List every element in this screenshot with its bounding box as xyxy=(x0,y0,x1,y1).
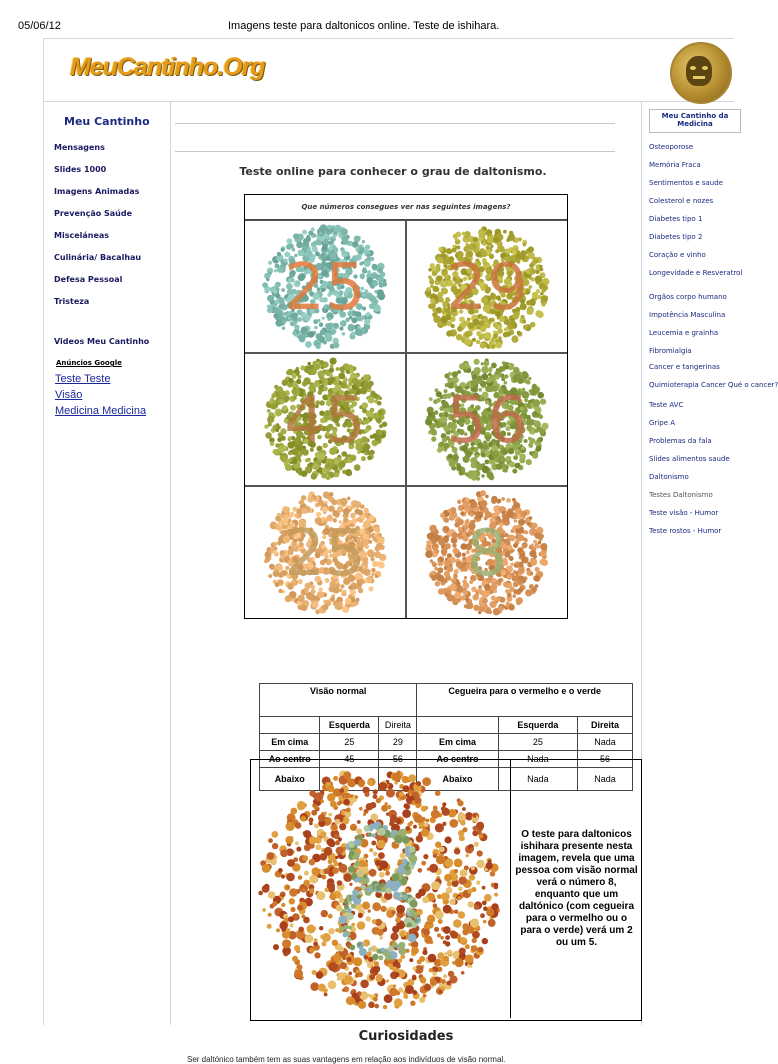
right-nav-item[interactable]: Osteoporose xyxy=(649,143,694,151)
right-nav-title: Meu Cantinho da Medicina xyxy=(649,109,741,133)
nav-item-miscelaneas[interactable]: Misceláneas xyxy=(54,231,110,240)
right-nav-item[interactable]: Teste rostos - Humor xyxy=(649,527,722,535)
plate-number: 25 xyxy=(284,516,366,591)
table-cell: 25 xyxy=(498,734,577,751)
plate-number: 29 xyxy=(446,250,528,325)
table-cell xyxy=(260,717,320,734)
right-nav-item[interactable]: Longevidade e Resveratrol xyxy=(649,269,743,277)
right-nav-item[interactable]: Gripe A xyxy=(649,419,676,427)
ishihara-plate xyxy=(245,221,405,352)
nav-item-defesa-pessoal[interactable]: Defesa Pessoal xyxy=(54,275,123,284)
right-nav-item[interactable]: Problemas da fala xyxy=(649,437,712,445)
ishihara-plate-image xyxy=(251,760,511,1018)
right-nav-item[interactable]: Sentimentos e saude xyxy=(649,179,723,187)
right-nav-item[interactable]: Diabetes tipo 2 xyxy=(649,233,703,241)
nav-item-prevencao-saude[interactable]: Prevenção Saúde xyxy=(54,209,132,218)
right-nav-item[interactable]: Coração e vinho xyxy=(649,251,706,259)
right-nav-item[interactable]: Quimioterapia Cancer Qué o cancer? xyxy=(649,381,778,389)
table-cell: Nada xyxy=(578,768,633,791)
nav-item-tristeza[interactable]: Tristeza xyxy=(54,297,90,306)
col-left: Esquerda xyxy=(320,717,379,734)
header-normal-vision: Visão normal xyxy=(260,684,417,717)
table-cell: 29 xyxy=(379,734,417,751)
plates-grid xyxy=(245,220,567,618)
right-nav-item[interactable]: Colesterol e nozes xyxy=(649,197,714,205)
right-nav-item[interactable]: Cancer e tangerinas xyxy=(649,363,720,371)
col-right: Direita xyxy=(578,717,633,734)
ishihara-plate xyxy=(245,354,405,485)
right-nav-item[interactable]: Leucemia e grainha xyxy=(649,329,719,337)
col-right: Direita xyxy=(379,717,417,734)
curiosity-box xyxy=(250,759,642,1021)
right-nav-item[interactable]: Teste visão - Humor xyxy=(649,509,719,517)
col-left: Esquerda xyxy=(498,717,577,734)
plates-caption: Que números consegues ver nas seguintes imagens? xyxy=(245,195,567,220)
nav-item-mensagens[interactable]: Mensagens xyxy=(54,143,105,152)
divider xyxy=(175,123,615,124)
table-cell: 25 xyxy=(320,734,379,751)
right-nav-item[interactable]: Slides alimentos saude xyxy=(649,455,730,463)
nav-item-slides[interactable]: Slides 1000 xyxy=(54,165,107,174)
table-cell: Nada xyxy=(578,734,633,751)
row-label: Ao centro xyxy=(417,751,498,768)
site-logo[interactable]: MeuCantinho.Org xyxy=(70,53,265,81)
table-row xyxy=(260,734,633,751)
ishihara-plate xyxy=(407,354,567,485)
ishihara-plate xyxy=(407,487,567,618)
row-label: Abaixo xyxy=(260,768,320,791)
page-frame xyxy=(43,38,778,1064)
right-sidebar xyxy=(641,101,778,1025)
main-content xyxy=(170,101,642,1064)
table-cell: 56 xyxy=(379,751,417,768)
right-nav-item[interactable]: Orgãos corpo humano xyxy=(649,293,727,301)
page-heading: Teste online para conhecer o grau de daltonismo. xyxy=(239,165,547,178)
table-cell: 56 xyxy=(578,751,633,768)
plate-number: 45 xyxy=(284,383,366,458)
plate-number: 25 xyxy=(284,250,366,325)
site-banner xyxy=(44,39,734,102)
curiosity-text: O teste para daltonicos ishihara presente nesta imagem, revela que uma pessoa com visão normal verá o número 8, enquanto que um daltónico (com cegueira para o vermelho ou o para o verde) verá um 2 ou um 5. xyxy=(515,829,638,948)
print-header xyxy=(0,0,768,40)
left-sidebar xyxy=(44,101,170,1025)
right-nav-item[interactable]: Fibromialgia xyxy=(649,347,692,355)
right-nav-item[interactable]: Diabetes tipo 1 xyxy=(649,215,703,223)
print-date: 05/06/12 xyxy=(18,20,61,32)
right-nav-item[interactable]: Impotência Masculina xyxy=(649,311,726,319)
ads-label[interactable]: Anúncios Google xyxy=(56,359,122,367)
right-nav-item[interactable]: Daltonismo xyxy=(649,473,689,481)
plate-number: 56 xyxy=(446,383,528,458)
right-nav-item[interactable]: Testes Daltonismo xyxy=(649,491,713,499)
nav-item-videos[interactable]: Videos Meu Cantinho xyxy=(54,337,150,346)
plate-number: 8 xyxy=(466,516,508,591)
row-label: Em cima xyxy=(417,734,498,751)
row-label: Em cima xyxy=(260,734,320,751)
right-nav-item[interactable]: Memória Fraca xyxy=(649,161,701,169)
nav-item-culinaria[interactable]: Culinária/ Bacalhau xyxy=(54,253,142,262)
header-colorblind: Cegueira para o vermelho e o verde xyxy=(417,684,633,717)
ad-link-visao[interactable]: Visão xyxy=(55,389,83,401)
ishihara-plate xyxy=(245,487,405,618)
left-nav-title: Meu Cantinho xyxy=(64,115,150,128)
table-cell: 45 xyxy=(320,751,379,768)
right-nav-item[interactable]: Teste AVC xyxy=(649,401,684,409)
curiosities-paragraph: Ser daltónico também tem as suas vantagens em relação aos indivíduos de visão normal. xyxy=(187,1055,506,1064)
nav-item-imagens-animadas[interactable]: Imagens Animadas xyxy=(54,187,140,196)
row-label: Abaixo xyxy=(417,768,498,791)
medallion-logo-icon xyxy=(670,42,732,104)
table-cell: Nada xyxy=(498,751,577,768)
table-cell xyxy=(417,717,498,734)
curiosities-heading: Curiosidades xyxy=(358,1029,454,1044)
ishihara-plate xyxy=(407,221,567,352)
row-label: Ao centro xyxy=(260,751,320,768)
table-cell: Nada xyxy=(498,768,577,791)
ad-link-medicina[interactable]: Medicina Medicina xyxy=(55,405,147,417)
print-title: Imagens teste para daltonicos online. Teste de ishihara. xyxy=(228,20,500,32)
ad-link-teste[interactable]: Teste Teste xyxy=(55,373,111,385)
ishihara-plates-table xyxy=(244,194,568,619)
divider xyxy=(175,151,615,152)
